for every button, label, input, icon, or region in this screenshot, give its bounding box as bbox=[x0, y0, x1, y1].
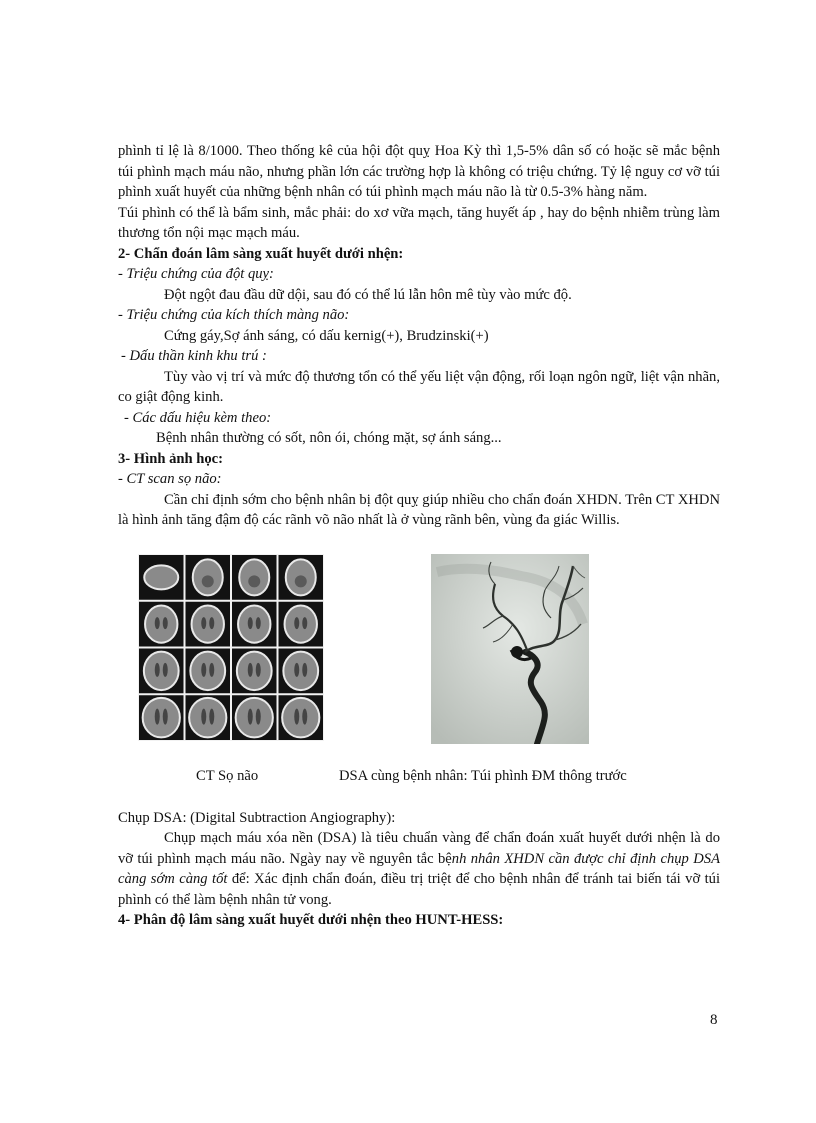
text-stroke-symptoms: Đột ngột đau đầu dữ dội, sau đó có thể lú lẫn hôn mê tùy vào mức độ. bbox=[164, 286, 572, 303]
subheading-stroke-symptoms: - Triệu chứng của đột quỵ: bbox=[118, 266, 274, 282]
heading-hunt-hess: 4- Phân độ lâm sàng xuất huyết dưới nhện theo HUNT-HESS: bbox=[118, 912, 504, 928]
text-ct-scan: Cần chỉ định sớm cho bệnh nhân bị đột quỵ giúp nhiều cho chẩn đoán XHDN. Trên CT XHDN là hình ảnh tăng đậm độ các rãnh võ não nhất là ở vùng rãnh bên, vùng đa giác Willis. bbox=[118, 491, 720, 528]
dsa-angiography-image bbox=[431, 554, 589, 744]
subheading-meningeal-signs: - Triệu chứng của kích thích màng não: bbox=[118, 307, 350, 323]
ct-scan-image bbox=[138, 554, 324, 741]
heading-clinical-diagnosis: 2- Chẩn đoán lâm sàng xuất huyết dưới nhện: bbox=[118, 245, 404, 262]
subheading-ct-scan: - CT scan sọ não: bbox=[118, 471, 222, 487]
paragraph-dsa bbox=[118, 828, 720, 910]
figure-captions bbox=[118, 766, 720, 788]
paragraph-causes: Túi phình có thể là bẩm sinh, mắc phải: do xơ vữa mạch, tăng huyết áp , hay do bệnh nhiễm trùng làm thương tổn nội mạc mạch máu. bbox=[118, 204, 720, 241]
dsa-title: Chụp DSA: (Digital Subtraction Angiography): bbox=[118, 809, 396, 826]
dsa-text-italic: nh nhân XHDN cần được chỉ định chụp DSA càng sớm càng tốt bbox=[118, 850, 720, 887]
heading-imaging: 3- Hình ảnh học: bbox=[118, 450, 224, 467]
document-body bbox=[118, 141, 720, 931]
caption-dsa: DSA cùng bệnh nhân: Túi phình ĐM thông trước bbox=[339, 767, 627, 784]
text-meningeal-signs: Cứng gáy,Sợ ánh sáng, có dấu kernig(+), Brudzinski(+) bbox=[164, 327, 489, 344]
page-number: 8 bbox=[710, 1012, 718, 1028]
paragraph-prevalence: phình tỉ lệ là 8/1000. Theo thống kê của hội đột quỵ Hoa Kỳ thì 1,5-5% dân số có hoặc sẽ mắc bệnh túi phình mạch máu não, nhưng phần lớn các trường hợp là không có triệu chứng. Tỷ lệ nguy cơ vỡ túi phình xuất huyết của những bệnh nhân có túi phình mạch máu não là từ 0.5-3% hàng năm. bbox=[118, 143, 720, 200]
subheading-focal-signs: - Dấu thần kinh khu trú : bbox=[121, 348, 267, 364]
dsa-text-c: để: Xác định chẩn đoán, điều trị triệt để cho bệnh nhân để tránh tai biến tái vỡ túi phình có thể làm bệnh nhân tử vong. bbox=[118, 871, 720, 908]
dsa-text-a: Chụp mạch máu xóa nền (DSA) là tiêu chuẩn vàng để chẩn đoán xuất huyết dưới nhện là do vỡ túi phình mạch máu não. Ngày nay về nguyên tắc bệ bbox=[118, 830, 720, 867]
figures-row bbox=[118, 554, 720, 754]
text-focal-signs: Tùy vào vị trí và mức độ thương tổn có thể yếu liệt vận động, rối loạn ngôn ngữ, liệt vận nhãn, co giật động kinh. bbox=[118, 368, 720, 405]
caption-ct-scan: CT Sọ não bbox=[196, 767, 259, 784]
subheading-accompanying-signs: - Các dấu hiệu kèm theo: bbox=[124, 409, 272, 426]
text-accompanying-signs: Bệnh nhân thường có sốt, nôn ói, chóng mặt, sợ ánh sáng... bbox=[156, 430, 502, 446]
